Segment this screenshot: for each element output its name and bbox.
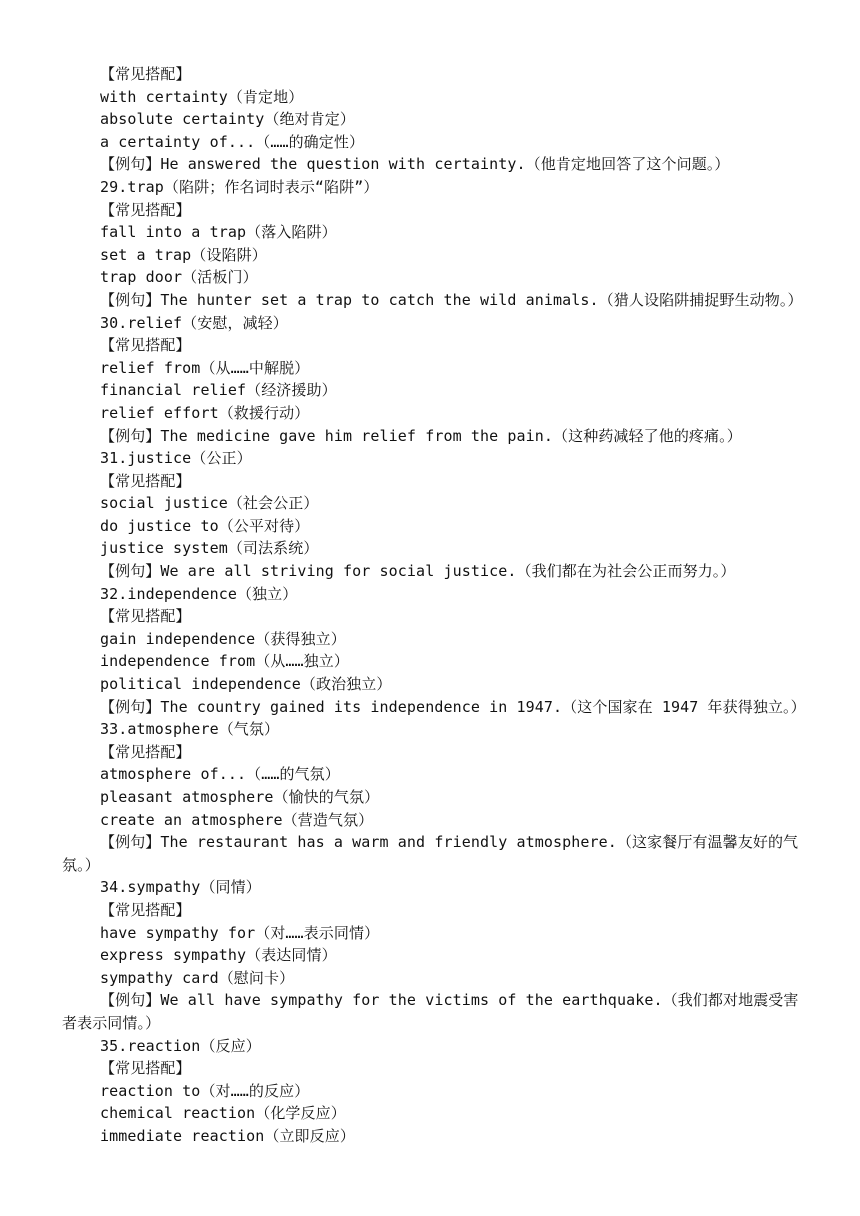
collocation-item: have sympathy for（对……表示同情）: [100, 923, 380, 942]
collocation-item: sympathy card（慰问卡）: [100, 968, 295, 987]
collocation-item: express sympathy（表达同情）: [100, 946, 337, 965]
collocation-heading: 【常见搭配】: [100, 900, 191, 919]
vocabulary-entry: 29.trap（陷阱；作名词时表示“陷阱”）: [100, 177, 379, 196]
vocabulary-entry: 34.sympathy（同情）: [100, 878, 261, 897]
collocation-item: fall into a trap（落入陷阱）: [100, 223, 337, 242]
collocation-item: atmosphere of...（……的气氛）: [100, 765, 340, 784]
example-sentence: 【例句】The restaurant has a warm and friendly atmosphere.（这家餐厅有温馨友好的气氛。）: [62, 833, 799, 874]
vocabulary-entry: 30.relief（安慰，减轻）: [100, 313, 288, 332]
example-sentence: 【例句】He answered the question with certainty.（他肯定地回答了这个问题。）: [100, 155, 730, 174]
example-sentence: 【例句】We all have sympathy for the victims of the earthquake.（我们都对地震受害者表示同情。）: [62, 991, 799, 1032]
collocation-item: absolute certainty（绝对肯定）: [100, 110, 355, 129]
collocation-item: relief from（从……中解脱）: [100, 358, 310, 377]
collocation-item: independence from（从……独立）: [100, 652, 349, 671]
vocabulary-entry: 33.atmosphere（气氛）: [100, 720, 280, 739]
collocation-item: immediate reaction（立即反应）: [100, 1126, 355, 1145]
collocation-heading: 【常见搭配】: [100, 471, 191, 490]
vocabulary-entry: 31.justice（公正）: [100, 449, 252, 468]
collocation-heading: 【常见搭配】: [100, 200, 191, 219]
collocation-item: gain independence（获得独立）: [100, 629, 346, 648]
example-sentence: 【例句】We are all striving for social justice.（我们都在为社会公正而努力。）: [100, 562, 736, 581]
collocation-item: social justice（社会公正）: [100, 494, 319, 513]
collocation-item: chemical reaction（化学反应）: [100, 1104, 346, 1123]
collocation-heading: 【常见搭配】: [100, 742, 191, 761]
collocation-item: pleasant atmosphere（愉快的气氛）: [100, 788, 380, 806]
collocation-item: trap door（活板门）: [100, 268, 258, 287]
example-sentence: 【例句】The country gained its independence in 1947.（这个国家在 1947 年获得独立。）: [100, 697, 806, 716]
collocation-item: create an atmosphere（营造气氛）: [100, 810, 374, 829]
collocation-heading: 【常见搭配】: [100, 607, 191, 626]
collocation-item: a certainty of...（……的确定性）: [100, 132, 365, 151]
collocation-item: justice system（司法系统）: [100, 539, 319, 558]
collocation-item: relief effort（救援行动）: [100, 403, 310, 422]
collocation-heading: 【常见搭配】: [100, 336, 191, 355]
collocation-heading: 【常见搭配】: [100, 1059, 191, 1078]
collocation-item: with certainty（肯定地）: [100, 87, 304, 106]
example-sentence: 【例句】The medicine gave him relief from the pain.（这种药减轻了他的疼痛。）: [100, 426, 742, 445]
collocation-item: do justice to（公平对待）: [100, 516, 310, 535]
collocation-item: political independence（政治独立）: [100, 675, 392, 694]
collocation-item: financial relief（经济援助）: [100, 381, 337, 400]
vocabulary-entry: 35.reaction（反应）: [100, 1036, 261, 1055]
example-sentence: 【例句】The hunter set a trap to catch the wild animals.（猎人设陷阱捕捉野生动物。）: [100, 290, 803, 309]
collocation-item: set a trap（设陷阱）: [100, 245, 267, 264]
collocation-item: reaction to（对……的反应）: [100, 1081, 310, 1100]
vocabulary-entry: 32.independence（独立）: [100, 584, 298, 603]
collocation-heading: 【常见搭配】: [100, 65, 191, 83]
